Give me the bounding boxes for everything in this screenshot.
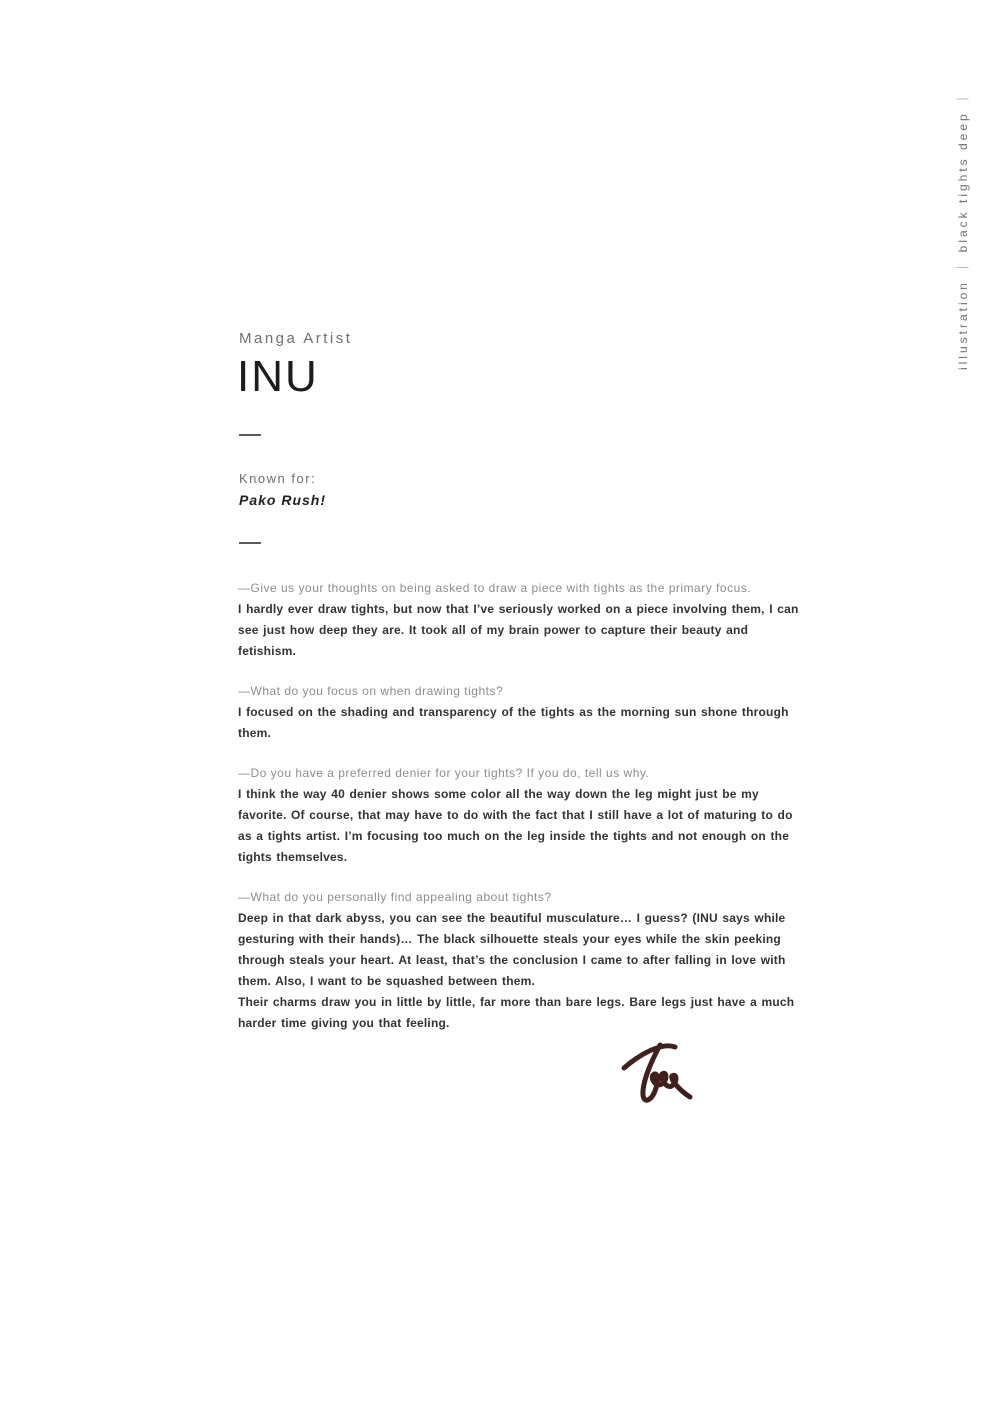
artist-role-label: Manga Artist [239, 330, 353, 347]
divider-rule [239, 434, 261, 436]
qa-block [238, 681, 810, 744]
answer-paragraph: I think the way 40 denier shows some color all the way down the leg might just be my favorite. Of course, that may have to do with the fact that I still have a lot of maturing to do as a tights artist. I’m focusing too much on the leg inside the tights and not enough on the tights themselves. [238, 787, 793, 864]
answer-paragraph: Their charms draw you in little by little, far more than bare legs. Bare legs just have a much harder time giving you that feeling. [238, 995, 795, 1030]
interview-question: —Give us your thoughts on being asked to draw a piece with tights as the primary focus. [238, 581, 752, 595]
interview-question: —What do you personally find appealing about tights? [238, 890, 552, 904]
qa-block [238, 763, 810, 868]
interview-answer-group [238, 599, 810, 662]
divider-rule [239, 542, 261, 544]
interview-question: —What do you focus on when drawing tights? [238, 684, 504, 698]
known-for-label: Known for: [239, 471, 317, 486]
interview-body [238, 578, 810, 1053]
known-for-work-title: Pako Rush! [239, 492, 327, 508]
interview-question: —Do you have a preferred denier for your tights? If you do, tell us why. [238, 766, 650, 780]
artist-signature-icon [612, 1038, 702, 1113]
interview-answer-group [238, 784, 810, 868]
interview-answer-group [238, 908, 810, 1034]
qa-block [238, 578, 810, 662]
qa-block [238, 887, 810, 1034]
answer-paragraph: I hardly ever draw tights, but now that I’ve seriously worked on a piece involving them, I can see just how deep they are. It took all of my brain power to capture their beauty and fetishism. [238, 602, 799, 658]
vertical-edge-caption: illustration ｜ black tights deep ｜ [955, 89, 970, 371]
answer-paragraph: I focused on the shading and transparency of the tights as the morning sun shone through them. [238, 705, 789, 740]
artist-name: INU [237, 352, 319, 401]
interview-answer-group [238, 702, 810, 744]
answer-paragraph: Deep in that dark abyss, you can see the beautiful musculature… I guess? (INU says while gesturing with their hands)… The black silhouette steals your eyes while the skin peeking through steals your heart. At least, that’s the conclusion I came to after falling in love with them. Also, I want to be squashed between them. [238, 911, 786, 988]
